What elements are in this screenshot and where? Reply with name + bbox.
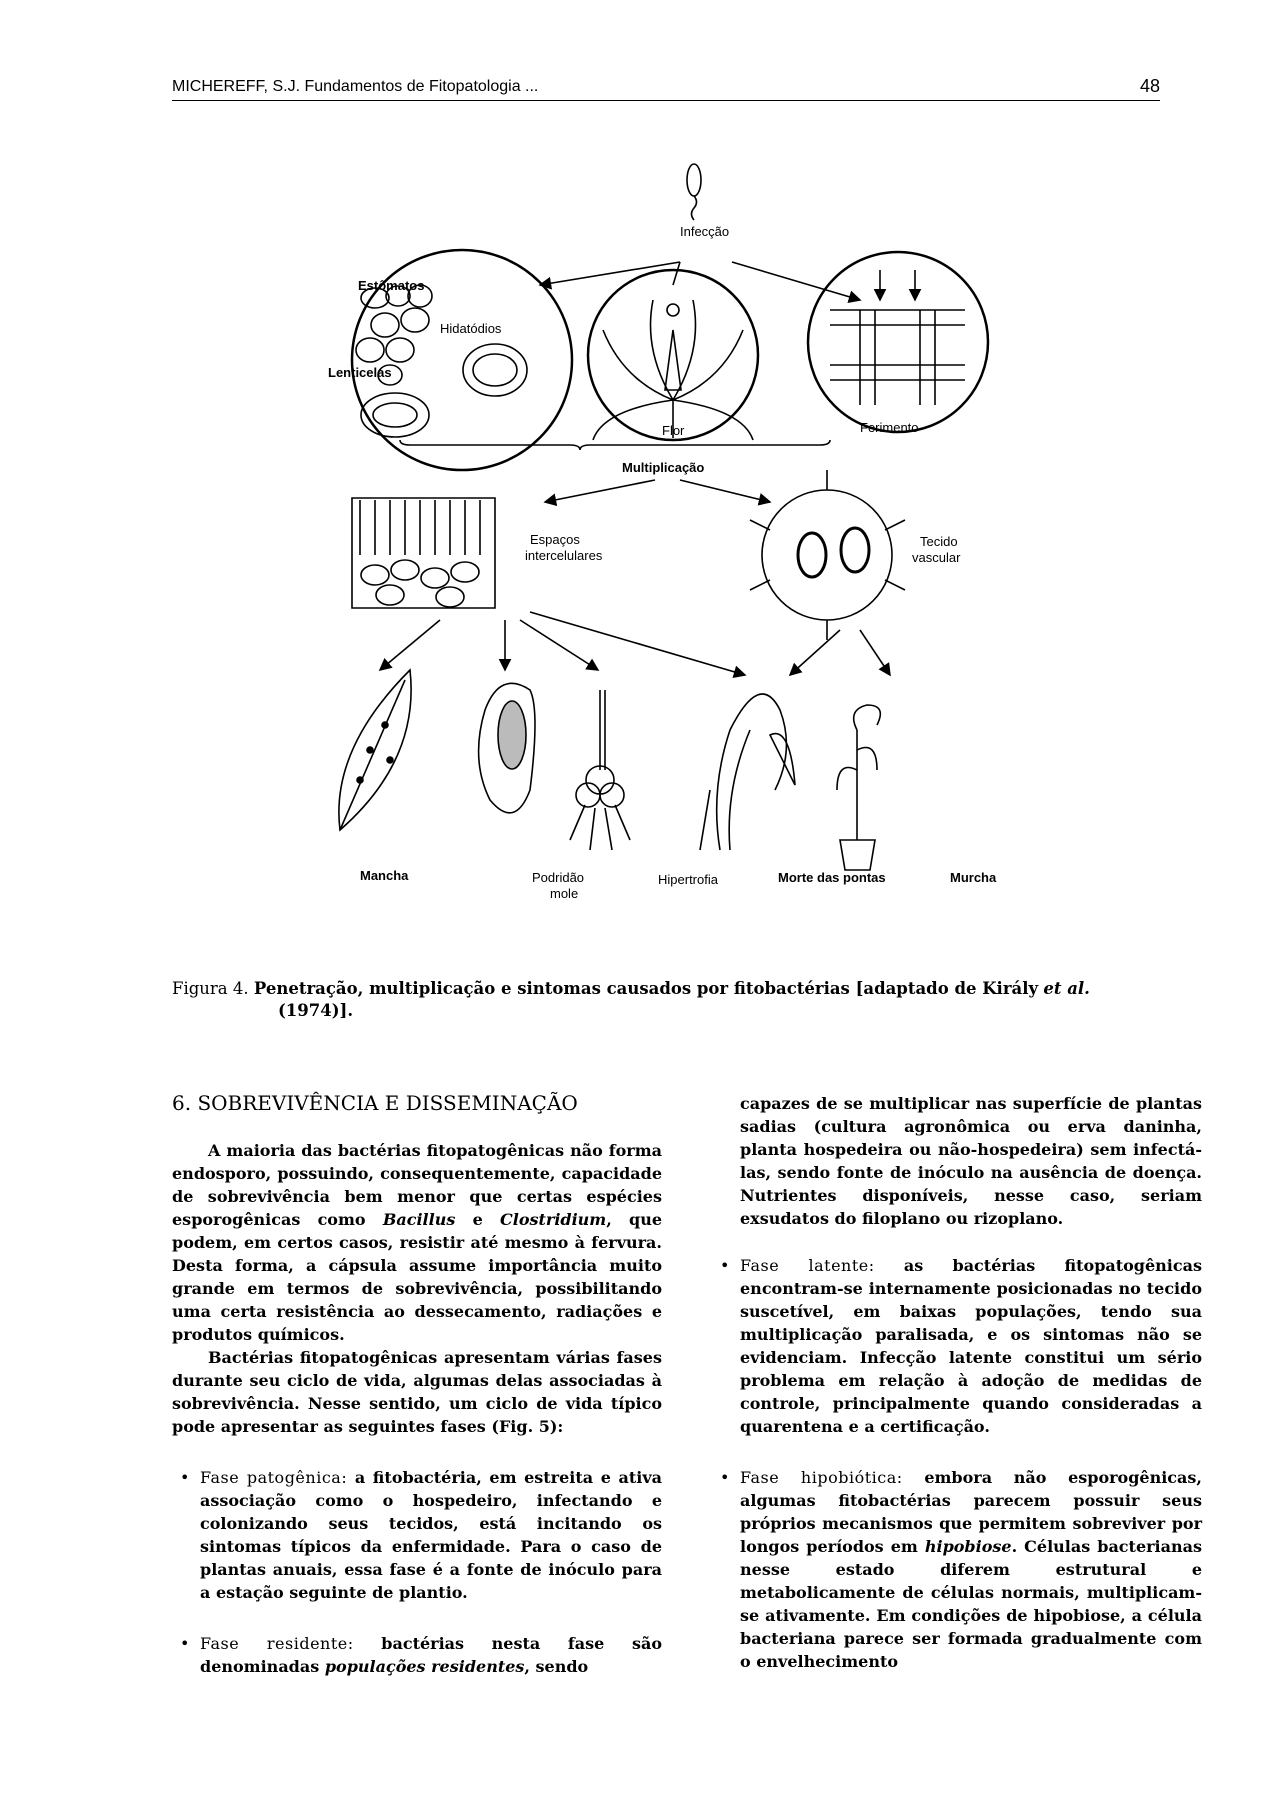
label-podridao-2: mole: [550, 886, 579, 901]
figure-caption: [172, 978, 1160, 1022]
p1-bacillus: Bacillus: [382, 1210, 456, 1229]
label-hipertrofia: Hipertrofia: [658, 872, 718, 887]
bullet-dot: •: [180, 1468, 190, 1487]
bullet-fase-hipobiotica: [712, 1466, 1202, 1673]
header-citation: MICHEREFF, S.J. Fundamentos de Fitopatologia ...: [172, 78, 539, 95]
vascular-tissue: [750, 470, 905, 640]
running-header: [172, 76, 1160, 101]
bullet-italic: populações residentes: [324, 1657, 525, 1676]
label-flor: Flor: [662, 423, 685, 438]
bullet-dot: •: [720, 1256, 730, 1275]
label-morte-das-pontas: Morte das pontas: [778, 870, 886, 885]
label-espacos-1: Espaços: [530, 532, 580, 547]
figure-4-illustration: [300, 150, 1020, 930]
paragraph-1: [172, 1139, 662, 1346]
caption-year: (1974)].: [278, 1001, 354, 1020]
bullet-term: Fase latente:: [740, 1256, 875, 1275]
intercellular-tissue: [352, 498, 495, 608]
bullet-fase-latente: [712, 1254, 1202, 1438]
hypertrophy-icon: [570, 690, 630, 850]
p1-e: e: [472, 1210, 483, 1229]
label-hidatodios: Hidatódios: [440, 321, 502, 336]
wound-circle: [808, 252, 988, 432]
section-title: 6. SOBREVIVÊNCIA E DISSEMINAÇÃO: [172, 1091, 578, 1115]
label-espacos-2: intercelulares: [525, 548, 603, 563]
label-tecido-2: vascular: [912, 550, 961, 565]
label-mancha: Mancha: [360, 868, 409, 883]
caption-etal: et al.: [1043, 979, 1090, 998]
bullet-italic: hipobiose: [924, 1537, 1012, 1556]
p1-clostridium: Clostridium: [500, 1210, 607, 1229]
bullet-text: embora não esporogênicas, algumas fitobactérias parecem possuir seus próprios mecanismos que permitem sobreviver por longos períodos em: [740, 1468, 1202, 1556]
page-number: 48: [1139, 76, 1160, 96]
leaf-spot-icon: [339, 670, 411, 830]
bullet-residente-continued: capazes de se multiplicar nas superfície de plantas sadias (cultura agronômica ou erva daninha, planta hospedeira ou não-hospedeira) sem infectá-las, sendo fonte de inóculo na ausência de doença. Nutrientes disponíveis, nesse caso, seriam exsudatos do filoplano ou rizoplano.: [740, 1094, 1202, 1228]
bullet-text: a fitobactéria, em estreita e ativa associação como o hospedeiro, infectando e colonizando seus tecidos, está incitando os sintomas típicos da enfermidade. Para o caso de plantas anuais, essa fase é a fonte de inóculo para a estação seguinte de plantio.: [200, 1468, 663, 1602]
label-murcha: Murcha: [950, 870, 997, 885]
label-tecido-1: Tecido: [920, 534, 958, 549]
label-multiplicacao: Multiplicação: [622, 460, 705, 475]
bullet-term: Fase patogênica:: [200, 1468, 348, 1487]
bullet-tail: , sendo: [524, 1657, 589, 1676]
bullet-text: bactérias nesta fase são denominadas: [200, 1634, 662, 1676]
paragraph-2: Bactérias fitopatogênicas apresentam várias fases durante seu ciclo de vida, algumas delas associadas à sobrevivência. Nesse sentido, um ciclo de vida típico pode apresentar as seguintes fases (Fig. 5):: [172, 1348, 662, 1436]
left-column: [172, 1092, 662, 1678]
bullet-term: Fase residente:: [200, 1634, 354, 1653]
tip-dieback-icon: [700, 694, 795, 850]
flower-circle: [588, 270, 758, 440]
bullet-fase-patogenica: [172, 1466, 662, 1604]
p1-text-a: A maioria das bactérias fitopatogênicas não forma endosporo, possuindo, consequentemente, capacidade de sobrevivência bem menor que certas espécies esporogênicas como: [172, 1141, 662, 1229]
soft-rot-icon: [479, 683, 535, 813]
caption-text: Penetração, multiplicação e sintomas causados por fitobactérias [adaptado de Király: [253, 979, 1039, 998]
bullet-dot: •: [180, 1634, 190, 1653]
right-column: [712, 1092, 1202, 1673]
bullet-fase-residente: [172, 1632, 662, 1678]
p1-text-b: , que podem, em certos casos, resistir até mesmo à fervura. Desta forma, a cápsula assume importância muito grande em termos de sobrevivência, possibilitando uma certa resistência ao dessecamento, radiações e produtos químicos.: [172, 1210, 663, 1344]
label-ferimento: Ferimento: [860, 420, 919, 435]
bullet-term: Fase hipobiótica:: [740, 1468, 903, 1487]
bacterium-icon: [687, 164, 701, 220]
bullet-dot: •: [720, 1468, 730, 1487]
bullet-text: as bactérias fitopatogênicas encontram-se internamente posicionadas no tecido suscetível, em baixas populações, tendo sua multiplicação paralisada, e os sintomas não se evidenciam. Infecção latente constitui um sério problema em relação à adoção de medidas de controle, principalmente quando consideradas a quarentena e a certificação.: [740, 1256, 1202, 1436]
bullet-text-b: . Células bacterianas nesse estado diferem estrutural e metabolicamente de células normais, multiplicam-se ativamente. Em condições de hipobiose, a célula bacteriana parece ser formada gradualmente com o envelhecimento: [740, 1537, 1203, 1671]
label-podridao-1: Podridão: [532, 870, 585, 885]
label-lenticelas: Lenticelas: [328, 365, 392, 380]
wilt-icon: [837, 705, 880, 870]
label-infeccao: Infecção: [680, 224, 730, 239]
caption-label: Figura 4.: [172, 979, 249, 998]
label-estomatos: Estômatos: [358, 278, 425, 293]
